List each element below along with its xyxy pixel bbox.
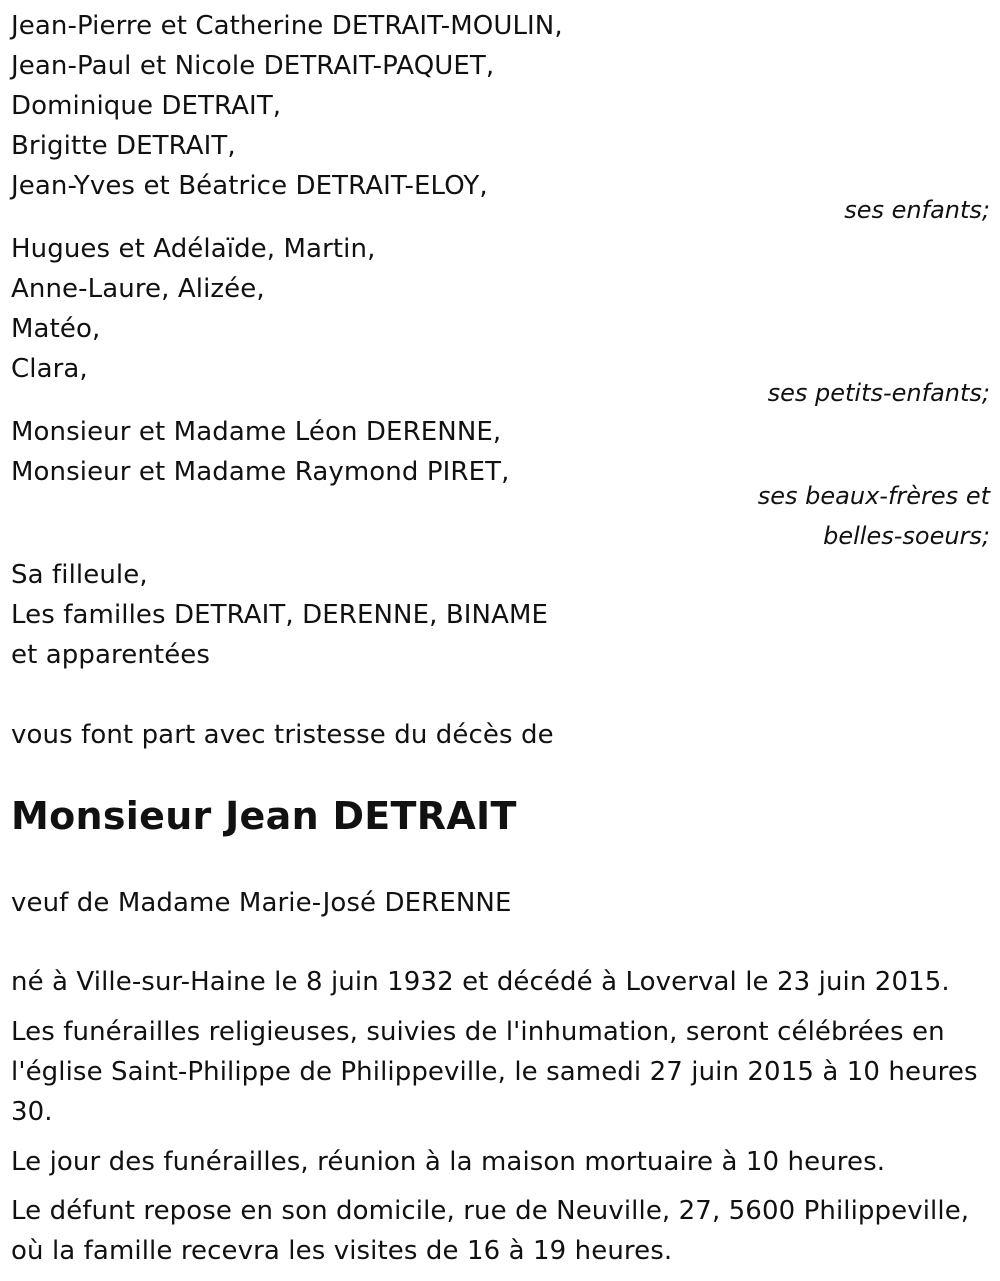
- other-family-line-3: et apparentées: [11, 640, 211, 670]
- other-family-line-2: Les familles DETRAIT, DERENNE, BINAME: [11, 600, 549, 630]
- child-name-4: Brigitte DETRAIT,: [11, 131, 236, 161]
- in-laws-role-label-line-1: ses beaux-frères et: [757, 482, 990, 510]
- in-law-name-1: Monsieur et Madame Léon DERENNE,: [11, 417, 502, 447]
- repose-paragraph: Le défunt repose en son domicile, rue de Neuville, 27, 5600 Philippeville, où la famille recevra les visites de 16 à 19 heures.: [11, 1196, 970, 1266]
- gathering-paragraph: Le jour des funérailles, réunion à la maison mortuaire à 10 heures.: [11, 1147, 886, 1177]
- grandchild-name-2: Anne-Laure, Alizée,: [11, 274, 265, 304]
- grandchild-name-1: Hugues et Adélaïde, Martin,: [11, 234, 376, 264]
- child-name-2: Jean-Paul et Nicole DETRAIT-PAQUET,: [11, 51, 495, 81]
- grandchild-name-3: Matéo,: [11, 314, 101, 344]
- widower-line: veuf de Madame Marie-José DERENNE: [11, 888, 512, 918]
- birth-death-line: né à Ville-sur-Haine le 8 juin 1932 et décédé à Loverval le 23 juin 2015.: [11, 967, 950, 997]
- grandchild-name-4: Clara,: [11, 354, 88, 384]
- other-family-line-1: Sa filleule,: [11, 560, 148, 590]
- child-name-5: Jean-Yves et Béatrice DETRAIT-ELOY,: [11, 171, 488, 201]
- child-name-3: Dominique DETRAIT,: [11, 91, 282, 121]
- announcement-text: vous font part avec tristesse du décès de: [11, 720, 554, 750]
- in-laws-role-label-line-2: belles-soeurs;: [823, 522, 990, 550]
- in-law-name-2: Monsieur et Madame Raymond PIRET,: [11, 457, 510, 487]
- grandchildren-role-label: ses petits-enfants;: [767, 379, 990, 407]
- deceased-name-heading: Monsieur Jean DETRAIT: [11, 794, 517, 838]
- funeral-paragraph: Les funérailles religieuses, suivies de l'inhumation, seront célébrées en l'église Saint-Philippe de Philippeville, le samedi 27 juin 2015 à 10 heures 30.: [11, 1017, 978, 1127]
- child-name-1: Jean-Pierre et Catherine DETRAIT-MOULIN,: [11, 11, 563, 41]
- children-role-label: ses enfants;: [844, 196, 990, 224]
